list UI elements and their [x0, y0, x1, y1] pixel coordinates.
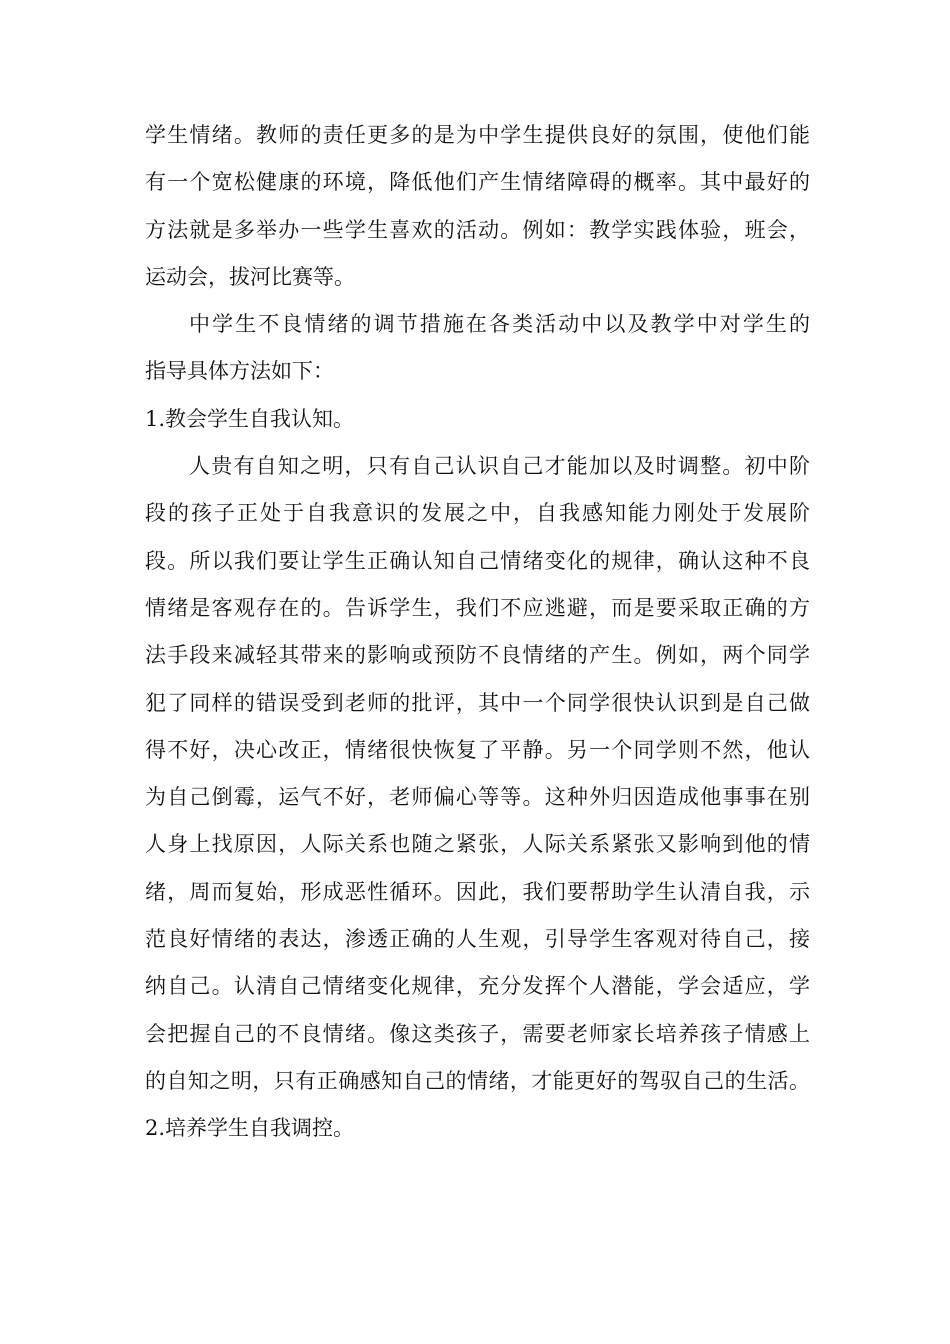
- text-line: 绪，周而复始，形成恶性循环。因此，我们要帮助学生认清自我，示: [145, 879, 810, 904]
- text-line: 2.培养学生自我调控。: [145, 1116, 355, 1141]
- text-line: 纳自己。认清自己情绪变化规律，充分发挥个人潜能，学会适应，学: [145, 974, 810, 999]
- text-line: 的自知之明，只有正确感知自己的情绪，才能更好的驾驭自己的生活。: [145, 1068, 810, 1093]
- text-line: 运动会，拔河比赛等。: [145, 264, 355, 289]
- text-line: 范良好情绪的表达，渗透正确的人生观，引导学生客观对待自己，接: [145, 927, 810, 952]
- document-body: [145, 112, 810, 1153]
- text-line: 段。所以我们要让学生正确认知自己情绪变化的规律，确认这种不良: [145, 548, 810, 573]
- text-line: 会把握自己的不良情绪。像这类孩子，需要老师家长培养孩子情感上: [145, 1021, 810, 1046]
- text-line: 犯了同样的错误受到老师的批评，其中一个同学很快认识到是自己做: [145, 690, 810, 715]
- text-line: 人身上找原因，人际关系也随之紧张，人际关系紧张又影响到他的情: [145, 832, 810, 857]
- text-line: 法手段来减轻其带来的影响或预防不良情绪的产生。例如，两个同学: [145, 643, 810, 668]
- text-line: 中学生不良情绪的调节措施在各类活动中以及教学中对学生的: [189, 312, 810, 337]
- text-line: 段的孩子正处于自我意识的发展之中，自我感知能力刚处于发展阶: [145, 501, 810, 526]
- text-line: 有一个宽松健康的环境，降低他们产生情绪障碍的概率。其中最好的: [145, 170, 810, 195]
- text-line: 指导具体方法如下：: [145, 359, 334, 384]
- text-line: 人贵有自知之明，只有自己认识自己才能加以及时调整。初中阶: [189, 454, 810, 479]
- text-line: 为自己倒霉，运气不好，老师偏心等等。这种外归因造成他事事在别: [145, 785, 810, 810]
- text-line: 方法就是多举办一些学生喜欢的活动。例如：教学实践体验，班会，: [145, 217, 810, 242]
- text-line: 学生情绪。教师的责任更多的是为中学生提供良好的氛围，使他们能: [145, 123, 810, 147]
- text-line: 1.教会学生自我认知。: [145, 406, 355, 431]
- text-line: 得不好，决心改正，情绪很快恢复了平静。另一个同学则不然，他认: [145, 737, 810, 762]
- text-line: 情绪是客观存在的。告诉学生，我们不应逃避，而是要采取正确的方: [145, 595, 810, 620]
